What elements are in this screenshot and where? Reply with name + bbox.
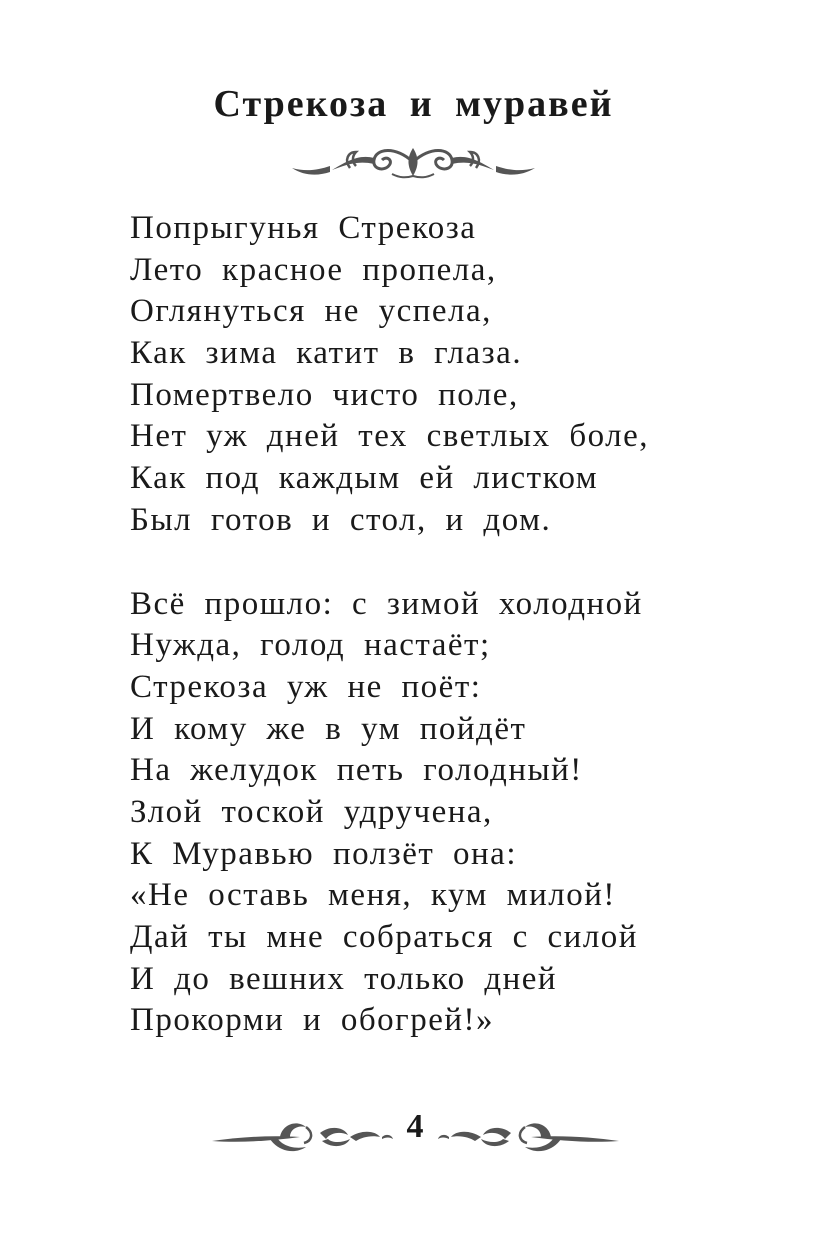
- page-number: 4: [406, 1108, 424, 1145]
- poem-line: Как под каждым ей листком: [130, 460, 599, 497]
- poem-line: Нужда, голод настаёт;: [130, 627, 491, 664]
- poem-line: Злой тоской удручена,: [130, 793, 493, 830]
- poem-line: И кому же в ум пойдёт: [130, 710, 527, 747]
- poem-line: Прокорми и обогрей!»: [130, 1002, 495, 1039]
- title-flourish-ornament: [290, 142, 537, 182]
- poem-line: Лето красное пропела,: [130, 251, 497, 288]
- poem-line: Стрекоза уж не поёт:: [130, 668, 482, 705]
- poem-line: «Не оставь меня, кум милой!: [130, 877, 616, 914]
- poem-line: Дай ты мне собраться с силой: [130, 919, 638, 955]
- poem-line: Оглянуться не успела,: [130, 293, 492, 330]
- poem-line: На желудок петь голодный!: [130, 752, 583, 789]
- poem-line: Как зима катит в глаза.: [130, 335, 523, 372]
- stanza-1: [130, 208, 649, 542]
- poem-line: Нет уж дней тех светлых боле,: [130, 418, 650, 455]
- poem-body: [130, 208, 649, 1042]
- footer-left-flourish-ornament: [210, 1115, 395, 1159]
- stanza-2: [130, 584, 649, 1043]
- poem-line: К Муравью ползёт она:: [130, 835, 517, 872]
- poem-line: Помертвело чисто поле,: [130, 376, 519, 413]
- poem-line: Всё прошло: с зимой холодной: [130, 585, 643, 622]
- page-title: Стрекоза и муравей: [213, 83, 614, 125]
- poem-line: Попрыгунья Стрекоза: [130, 210, 477, 246]
- poem-line: И до вешних только дней: [130, 960, 558, 997]
- footer-right-flourish-ornament: [436, 1115, 621, 1159]
- poem-line: Был готов и стол, и дом.: [130, 501, 552, 538]
